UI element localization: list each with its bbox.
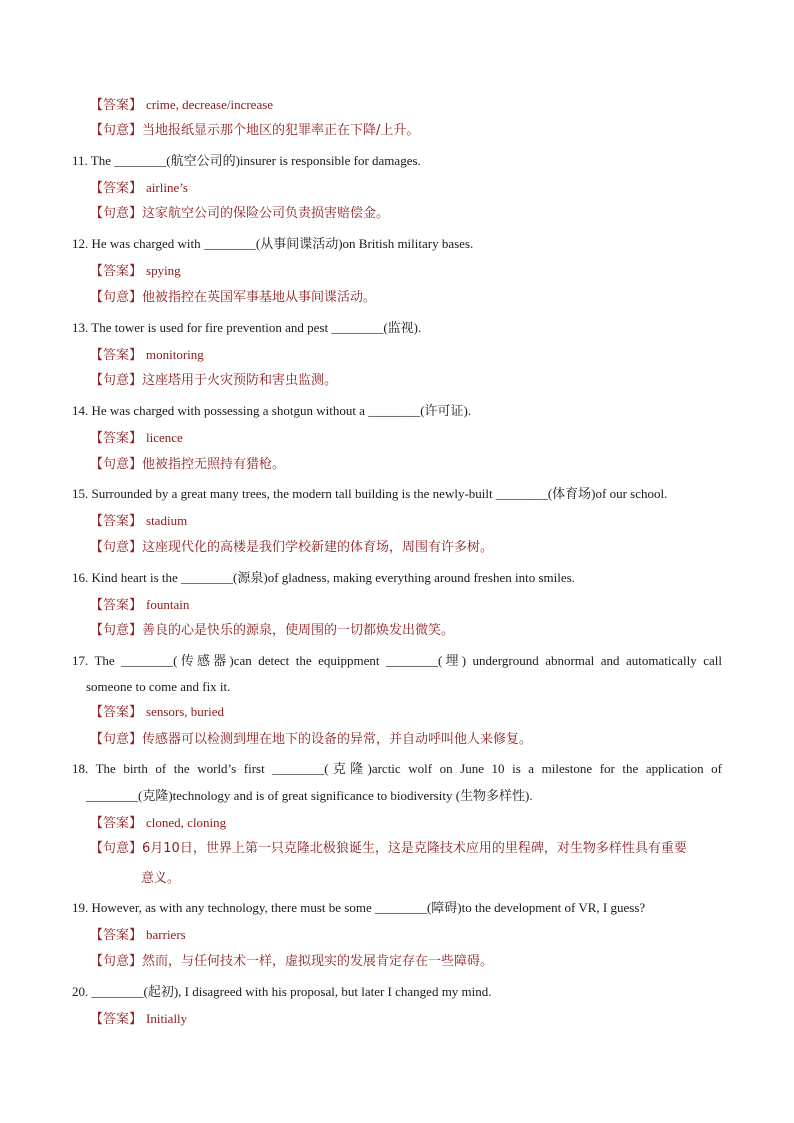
translation-text: 然而，与任何技术一样，虚拟现实的发展肯定存在一些障碍。 [142,954,494,969]
question-18: 18. The birth of the world’s first ________(克隆)arctic wolf on June 10 is a milestone for the application of [72,761,722,776]
translation-tag: 【句意】 [90,540,143,555]
answer-line [90,180,188,197]
answer-line [90,927,186,944]
question-18-continued: ________(克隆)technology and is of great significance to biodiversity (生物多样性). [86,788,533,803]
translation-continued: 意义。 [141,871,181,886]
answer-line [90,704,224,721]
answer-line [90,815,226,832]
question-17: 17. The ________(传感器)can detect the equippment ________(埋) underground abnormal and automatically call [72,653,722,668]
translation-text: 他被指控无照持有猎枪。 [142,457,286,472]
question-13: 13. The tower is used for fire prevention and pest ________(监视). [72,320,422,335]
translation-line [90,954,493,970]
translation-text: 善良的心是快乐的源泉，使周围的一切都焕发出微笑。 [142,623,455,638]
question-19: 19. However, as with any technology, there must be some ________(障碍)to the development of VR, I guess? [72,900,646,915]
translation-text: 当地报纸显示那个地区的犯罪率正在下降/上升。 [142,123,420,138]
answer-tag: 【答案】 [90,705,143,720]
question-17-continued: someone to come and fix it. [86,679,231,694]
translation-line [90,841,687,857]
answer-tag: 【答案】 [90,816,143,831]
answer-text: stadium [146,513,188,528]
answer-text: sensors, buried [146,704,225,719]
translation-line [90,457,285,473]
answer-line [90,597,189,614]
answer-text: spying [146,263,181,278]
answer-line [90,513,187,530]
answer-tag: 【答案】 [90,348,143,363]
answer-tag: 【答案】 [90,98,143,113]
translation-tag: 【句意】 [90,732,143,747]
question-20: 20. ________(起初), I disagreed with his proposal, but later I changed my mind. [72,984,492,999]
translation-tag: 【句意】 [90,373,143,388]
question-15: 15. Surrounded by a great many trees, the modern tall building is the newly-built ________(体育场)of our school. [72,486,668,501]
answer-text: monitoring [146,347,204,362]
answer-line [90,97,273,114]
translation-tag: 【句意】 [90,841,143,856]
translation-tag: 【句意】 [90,206,143,221]
answer-text: fountain [146,597,190,612]
translation-line [90,373,337,389]
translation-text: 6月10日，世界上第一只克隆北极狼诞生，这是克隆技术应用的里程碑，对生物多样性具有重要 [142,841,687,856]
translation-line [90,123,419,139]
question-11: 11. The ________(航空公司的)insurer is responsible for damages. [72,153,421,168]
translation-tag: 【句意】 [90,290,143,305]
answer-line [90,347,204,364]
translation-tag: 【句意】 [90,123,143,138]
answer-line [90,1011,187,1028]
translation-tag: 【句意】 [90,954,143,969]
translation-text: 他被指控在英国军事基地从事间谍活动。 [142,290,377,305]
answer-text: crime, decrease/increase [146,97,274,112]
answer-text: cloned, cloning [146,815,227,830]
translation-tag: 【句意】 [90,623,143,638]
answer-line [90,430,183,447]
translation-tag: 【句意】 [90,457,143,472]
answer-tag: 【答案】 [90,264,143,279]
answer-tag: 【答案】 [90,598,143,613]
translation-text: 这家航空公司的保险公司负责损害赔偿金。 [142,206,390,221]
question-14: 14. He was charged with possessing a shotgun without a ________(许可证). [72,403,472,418]
translation-line [90,290,376,306]
answer-text: airline’s [146,180,188,195]
answer-tag: 【答案】 [90,431,143,446]
translation-text: 这座塔用于火灾预防和害虫监测。 [142,373,338,388]
answer-line [90,263,181,280]
answer-tag: 【答案】 [90,928,143,943]
translation-text: 传感器可以检测到埋在地下的设备的异常，并自动呼叫他人来修复。 [142,732,533,747]
answer-tag: 【答案】 [90,181,143,196]
translation-line [90,623,454,639]
answer-tag: 【答案】 [90,1012,143,1027]
translation-text: 这座现代化的高楼是我们学校新建的体育场，周围有许多树。 [142,540,494,555]
answer-text: licence [146,430,183,445]
question-16: 16. Kind heart is the ________(源泉)of gladness, making everything around freshen into smiles. [72,570,575,585]
question-12: 12. He was charged with ________(从事间谍活动)on British military bases. [72,236,474,251]
translation-line [90,732,532,748]
translation-line [90,206,389,222]
answer-text: barriers [146,927,186,942]
answer-tag: 【答案】 [90,514,143,529]
answer-text: Initially [146,1011,188,1026]
translation-line [90,540,493,556]
